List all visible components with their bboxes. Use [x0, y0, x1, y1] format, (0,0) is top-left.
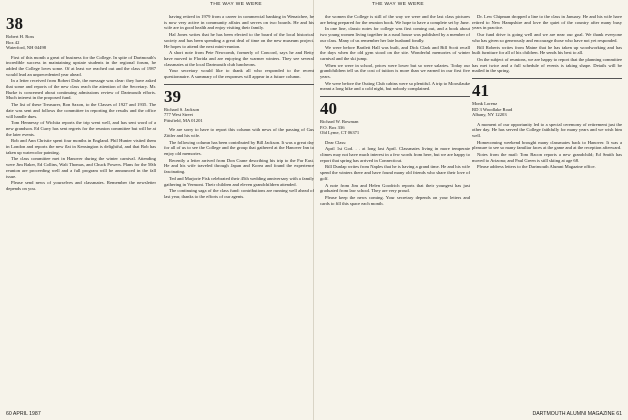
- paragraph: We are sorry to have to report this column with news of the passing of Gus Zittler and his wife.: [164, 127, 314, 138]
- paragraph: We were before Bartlett Hall was built, and Dick Clark and Bill Scott recall the days when the old gym stood on the site. Wonderful memories of winter carnival and the ski jump.: [320, 44, 470, 61]
- section-divider: [320, 96, 470, 97]
- secretary-address: [164, 107, 314, 124]
- paragraph: We were before the Outing Club cabins were so plentiful. A trip to Moosilauke meant a long hike and a cold night, but nobody complained.: [320, 80, 470, 92]
- address-line: Old Lyme, CT 06371: [320, 130, 360, 136]
- paragraph: having retired in 1979 from a career in commercial banking in Wenatchee, he is now very active in community affairs and serves on two boards. He and his wife are in good health and enjoy visiting their family.: [164, 14, 314, 31]
- paragraph: Please keep the news coming. Your secretary depends on your letters and cards to fill this space each month.: [320, 194, 470, 206]
- paragraph: The continuing saga of the class fund: contributions are running well ahead of last year, thanks to the efforts of our agents.: [164, 188, 314, 199]
- class-number: 38: [6, 14, 23, 33]
- paragraph: Hal Jones writes that he has been elected to the board of the local historical society and has been spending a great deal of time on the new museum project. He hopes to attend the next mini-reunion.: [164, 32, 314, 49]
- paragraph: Bill Roberts writes from Maine that he has taken up woodworking and has built furniture for all of his children. He sends his best to all.: [472, 44, 622, 56]
- paragraph: April 1st God. . . at long last April. Classmates living in more temperate climes may not have much interest in a few words from here, but we are happy to report that spring has arrived in Connecticut.: [320, 146, 470, 163]
- secretary-address: [6, 34, 156, 51]
- paragraph: A short note from Pete Newcomb, formerly of Concord, says he and Betty have moved to Florida and are enjoying the warmer winters. They see several classmates at the local Dartmouth club luncheons.: [164, 50, 314, 67]
- section-divider: [472, 78, 622, 79]
- paragraph: In one line, classic notes for college was first coming out, and a book about two young women living together in a rural house was published by a member of our class. Many of us remember her late husband fondly.: [320, 26, 470, 43]
- footer-right: DARTMOUTH ALUMNI MAGAZINE 61: [532, 411, 622, 417]
- paragraph: Bill Dunlap writes from Naples that he is having a grand time. He and his wife spend the winters there and have found many old friends who share their love of golf.: [320, 164, 470, 181]
- address-line: RD 3 Woodlake Road: [472, 106, 513, 112]
- paragraph: Homecoming weekend brought many classmates back to Hanover. It was a pleasure to see so many familiar faces at the game and at the reception afterward.: [472, 139, 622, 151]
- paragraph: On the subject of reunions, we are happy to report that the planning committee has met twice and a full schedule of events is taking shape. Details will be mailed in the spring.: [472, 56, 622, 74]
- paragraph: Please address letters to the Dartmouth Alumni Magazine office.: [477, 164, 596, 170]
- paragraph: Please send news of yourselves and classmates. Remember the newsletter depends on you.: [6, 180, 156, 191]
- paragraph: The class committee met in Hanover during the winter carnival. Attending were Jim Baker, Ed Collins, Walt Thomas, and Chuck Powers. Plans for the 50th reunion are proceeding well and a full program will be announced in the fall issue.: [6, 156, 156, 179]
- address-line: Box 42: [6, 39, 20, 45]
- column-4: [472, 14, 622, 404]
- paragraph: Dr. Lew Chipman dropped a line to the class in January. He and his wife have retired to New Hampshire and love the quiet of the country after many busy years in practice.: [472, 14, 622, 31]
- paragraph: First of this month a great of business for the College. In spite of Dartmouth's incredible success in maintaining upstate students in the regional forum, he added the College loves some. Of at least we reached out and the class of 1987 would lead an unprecedented year ahead.: [6, 54, 156, 77]
- address-line: 777 West Street: [164, 112, 193, 118]
- address-line: Richard S. Jackson: [164, 106, 200, 112]
- secretary-address: [320, 119, 470, 136]
- paragraph: Recently a letter arrived from Don Crane describing his trip to the Far East. He and his wife traveled through Japan and Korea and found the experience fascinating.: [164, 157, 314, 175]
- address-line: Pittsfield, MA 01201: [164, 117, 203, 123]
- paragraph: The following column has been contributed by Bill Jackson. It was a great day for all of us to see the College and the group that gathered at the Hanover Inn to enjoy old memories.: [164, 139, 314, 157]
- address-line: Monk Lorenz: [472, 101, 498, 107]
- column-3: [320, 14, 470, 404]
- running-head-left: THE WAY WE WERE: [210, 2, 263, 7]
- address-line: Richard W. Bowman: [320, 119, 359, 125]
- paragraph: Dear Class:: [325, 139, 347, 145]
- paragraph: Ted and Marjorie Fisk celebrated their 45th wedding anniversary with a family gathering in Vermont. Their children and eleven grandchildren attended.: [164, 175, 314, 187]
- paragraph: Our fund drive is going well and we are near our goal. We thank everyone who has given so generously and encourage those who have not yet responded.: [472, 32, 622, 43]
- address-line: Albany, NY 12203: [472, 112, 507, 118]
- class-number: 41: [472, 81, 489, 101]
- footer-left: 60 APRIL 1987: [6, 411, 41, 417]
- paragraph: Notes from the mail: Tom Bacon reports a new grandchild; Ed Smith has moved to Arizona; and Paul Green is still skiing at age 68.: [472, 152, 622, 163]
- paragraph: The list of these Treasurer, Ron Saxon, to the Classes of 1927 and 1935. The date was sent and follows the committee in reporting the results and the office will handle dues.: [6, 102, 156, 119]
- column-2: [164, 14, 314, 404]
- running-head-right: THE WAY WE WERE: [372, 2, 425, 7]
- address-line: P.O. Box 336: [320, 124, 345, 130]
- paragraph: In a letter received from Robert Dale, the message was clear: they have asked that some and reports of the new class reach the attention of the Secretary. Mr. Burke is concerned about continuing admissions review of Dartmouth efforts. Much interest in the proposed fund.: [6, 78, 156, 101]
- paragraph: Bob and Ann Christie spent four months in England. Phil Hunter visited them in London and reports the new flat in Kensington is delightful, and that Bob has taken up watercolor painting.: [6, 138, 156, 155]
- section-divider: [164, 84, 314, 85]
- class-number: 39: [164, 86, 181, 106]
- class-number: 40: [320, 99, 337, 119]
- address-line: Robert H. Ross: [6, 34, 35, 39]
- paragraph: When we were in school, prices were lower but so were salaries. Today our grandchildren tell us the cost of tuition is more than we earned in our first five years.: [320, 62, 470, 80]
- paragraph: A moment of our opportunity led to a special ceremony of retirement just the other day. He has served the College faithfully for many years and we wish him well.: [472, 121, 622, 138]
- paragraph: Your secretary would like to thank all who responded to the recent questionnaire. A summary of the responses will appear in a future column.: [164, 68, 314, 80]
- column-1: [6, 14, 156, 404]
- paragraph: Tom Hennessy of Wichita reports the trip went well, and has sent word of a new grandson. Ed Curry has sent regrets for the reunion committee but will be at the later events.: [6, 120, 156, 137]
- paragraph: A note from Jim and Helen Goodrich reports that their youngest has just graduated from law school. They are very proud.: [320, 182, 470, 194]
- address-line: Waterford, NH 04498: [6, 45, 47, 50]
- secretary-address: [472, 101, 622, 118]
- paragraph: the women the College is still of the way we were and the last class pictures are being prepared for the reunion book. We hope to have a complete set by June.: [320, 14, 470, 25]
